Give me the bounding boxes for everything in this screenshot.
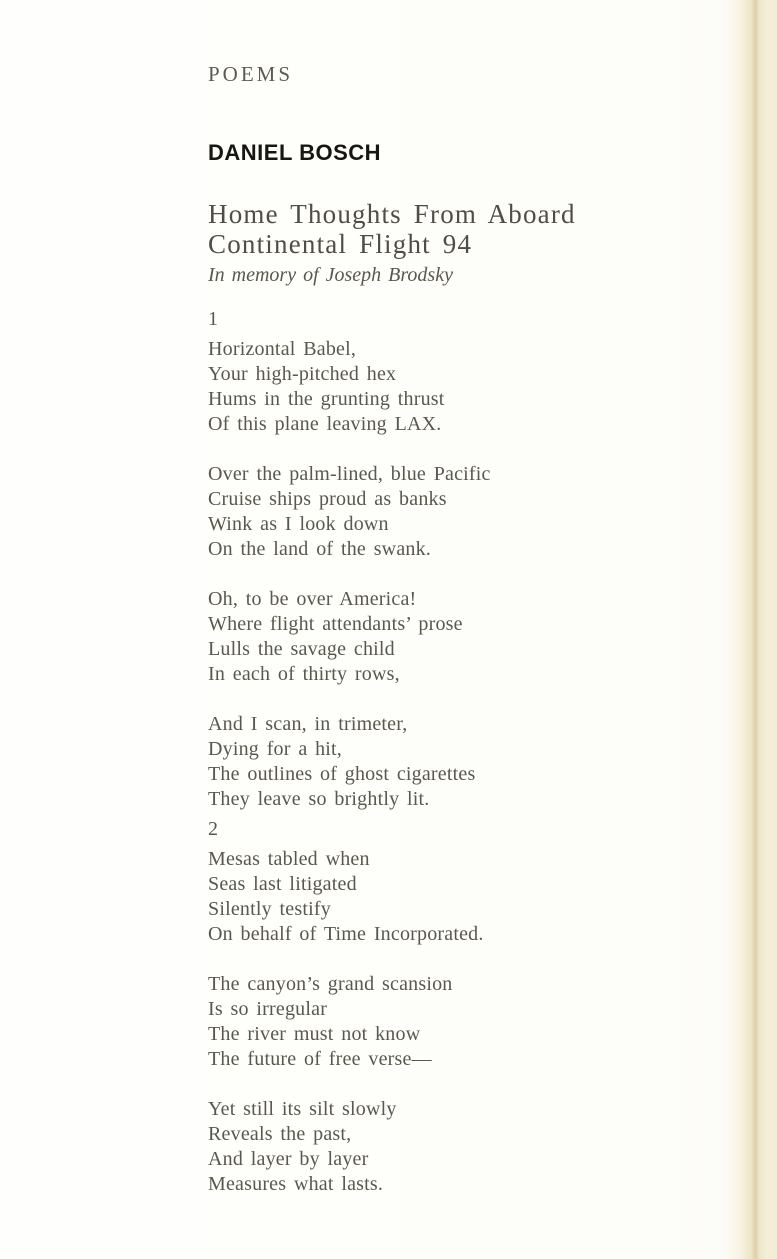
poem-line: Yet still its silt slowly [208, 1098, 397, 1120]
poem-line: The outlines of ghost cigarettes [208, 763, 476, 785]
poem-line: The future of free verse— [208, 1048, 432, 1070]
poem-line: Of this plane leaving LAX. [208, 413, 442, 435]
poem-line: Is so irregular [208, 998, 328, 1020]
section-number: 1 [208, 308, 218, 330]
poem-line: Reveals the past, [208, 1123, 352, 1145]
section-number: 2 [208, 818, 218, 840]
poem-line: Silently testify [208, 898, 331, 920]
poem-line: On the land of the swank. [208, 538, 432, 560]
stanza [208, 337, 638, 437]
poem-line: Seas last litigated [208, 873, 357, 895]
stanza [208, 712, 638, 812]
poem-line: Over the palm-lined, blue Pacific [208, 463, 491, 485]
poem-title-line-1: Home Thoughts From Aboard [208, 199, 576, 229]
poem-title [208, 199, 638, 259]
poem-line: And layer by layer [208, 1148, 369, 1170]
stanza [208, 972, 638, 1072]
poem-line: Wink as I look down [208, 513, 389, 535]
poem-author: DANIEL BOSCH [208, 140, 382, 165]
poem-section [208, 307, 638, 812]
poem-line: Your high-pitched hex [208, 363, 397, 385]
poem-line: The river must not know [208, 1023, 421, 1045]
stanza [208, 462, 638, 562]
page-edge-shadow [723, 0, 777, 1259]
poem-line: Mesas tabled when [208, 848, 370, 870]
poem-line: In each of thirty rows, [208, 663, 400, 685]
poem-line: Measures what lasts. [208, 1173, 384, 1195]
stanza [208, 587, 638, 687]
poem-line: Where flight attendants’ prose [208, 613, 463, 635]
poem-line: Dying for a hit, [208, 738, 343, 760]
poem-line: They leave so brightly lit. [208, 788, 430, 810]
poem-dedication: In memory of Joseph Brodsky [208, 264, 453, 286]
poem-line: Hums in the grunting thrust [208, 388, 445, 410]
poem-line: And I scan, in trimeter, [208, 713, 408, 735]
poem-line: Horizontal Babel, [208, 338, 357, 360]
poem-line: The canyon’s grand scansion [208, 973, 453, 995]
poem-line: Oh, to be over America! [208, 588, 417, 610]
poem-line: Cruise ships proud as banks [208, 488, 447, 510]
stanza [208, 847, 638, 947]
page-content [208, 62, 638, 1202]
poem-line: On behalf of Time Incorporated. [208, 923, 484, 945]
poem-sections [208, 307, 638, 1197]
stanza [208, 1097, 638, 1197]
poem-section [208, 817, 638, 1197]
page-header: POEMS [208, 62, 294, 86]
poem-title-line-2: Continental Flight 94 [208, 229, 473, 259]
poem-line: Lulls the savage child [208, 638, 395, 660]
